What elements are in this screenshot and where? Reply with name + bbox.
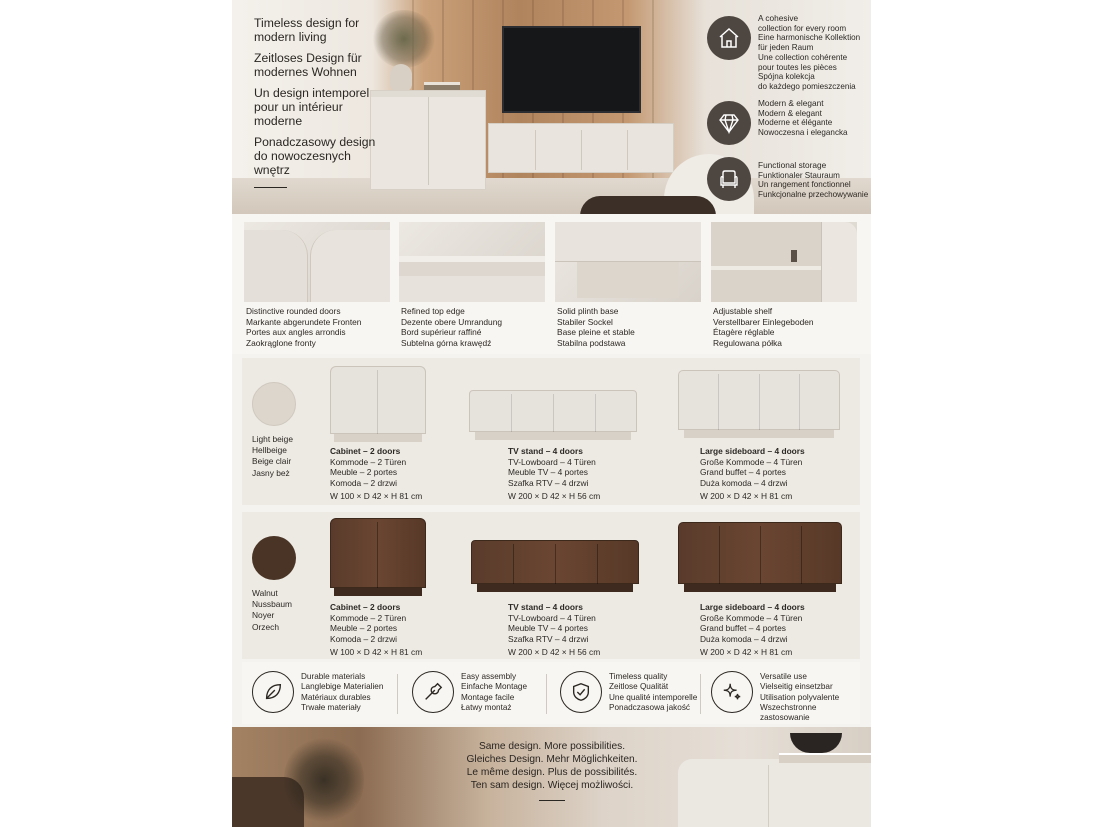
- detail-caption: Stabilna podstawa: [557, 338, 626, 349]
- finish-name: Walnut: [252, 588, 278, 598]
- feature-line: collection for every room: [758, 23, 847, 33]
- product-name: TV stand – 4 doors: [508, 602, 583, 612]
- product-tv-stand: [469, 390, 637, 502]
- product-line: TV-Lowboard – 4 Türen: [508, 612, 596, 623]
- feature-line: Funktionaler Stauraum: [758, 170, 840, 180]
- headline-fr: Un design intemporel pour un intérieur moderne: [254, 86, 370, 128]
- feature-line: Un rangement fonctionnel: [758, 180, 851, 190]
- detail-caption: Verstellbarer Einlegeboden: [713, 316, 814, 327]
- product-image: [330, 518, 426, 596]
- product-line: Meuble TV – 4 portes: [508, 467, 588, 478]
- product-name: Large sideboard – 4 doors: [700, 602, 805, 612]
- headline-pl: Ponadczasowy design do nowoczesnych wnętrz: [254, 135, 376, 177]
- detail-caption: Bord supérieur raffiné: [401, 327, 482, 338]
- color-swatch: [252, 536, 296, 580]
- bowl: [790, 733, 842, 753]
- product-image: [678, 370, 840, 438]
- detail-caption: Subtelna górna krawędź: [401, 338, 492, 349]
- product-sideboard: [678, 370, 840, 502]
- feature-line: do każdego pomieszczenia: [758, 81, 856, 91]
- footer-cabinet: [678, 759, 871, 827]
- feature-line: Functional storage: [758, 160, 827, 170]
- sparkle-icon: [711, 671, 753, 713]
- benefit-line: Easy assembly: [461, 672, 517, 681]
- house-icon: [707, 16, 751, 60]
- product-name: Large sideboard – 4 doors: [700, 446, 805, 456]
- feature-line: Moderne et élégante: [758, 118, 833, 128]
- product-line: Szafka RTV – 4 drzwi: [508, 477, 589, 488]
- detail-caption: Distinctive rounded doors: [246, 306, 341, 316]
- product-tv-stand: [471, 540, 639, 658]
- detail-caption: Base pleine et stable: [557, 327, 635, 338]
- detail-plinth: [555, 222, 701, 349]
- detail-rounded-doors: [244, 222, 390, 349]
- armchair-icon: [707, 157, 751, 201]
- detail-caption: Adjustable shelf: [713, 306, 773, 316]
- product-line: TV-Lowboard – 4 Türen: [508, 456, 596, 467]
- feature-line: Modern & elegant: [758, 108, 822, 118]
- product-line: Komoda – 2 drzwi: [330, 633, 398, 644]
- product-line: Duża komoda – 4 drzwi: [700, 633, 788, 644]
- tagline-fr: Le même design. Plus de possibilités.: [466, 767, 638, 778]
- finish-name: Nussbaum: [252, 599, 293, 610]
- product-dimensions: W 100 × D 42 × H 81 cm: [330, 491, 423, 502]
- benefit-line: Versatile use: [760, 672, 807, 681]
- benefit-line: Langlebige Materialien: [301, 682, 384, 692]
- finish-name: Beige clair: [252, 456, 292, 467]
- vase: [390, 64, 412, 92]
- product-line: Grand buffet – 4 portes: [700, 467, 786, 478]
- product-cabinet: [330, 518, 426, 658]
- product-dimensions: W 100 × D 42 × H 81 cm: [330, 647, 423, 658]
- hero-headlines: [254, 16, 379, 188]
- detail-caption: Stabiler Sockel: [557, 316, 613, 327]
- benefit-line: Durable materials: [301, 672, 366, 681]
- coffee-table: [580, 196, 716, 216]
- headline-en: Timeless design for modern living: [254, 16, 360, 44]
- feature-line: Une collection cohérente: [758, 52, 848, 62]
- divider: [397, 674, 398, 714]
- plant: [372, 10, 436, 68]
- footer-banner: [232, 727, 871, 827]
- shield-check-icon: [560, 671, 602, 713]
- product-line: Große Kommode – 4 Türen: [700, 612, 803, 623]
- benefits-bar: [242, 662, 860, 724]
- product-dimensions: W 200 × D 42 × H 81 cm: [700, 491, 793, 502]
- product-line: Szafka RTV – 4 drzwi: [508, 633, 589, 644]
- product-line: Meuble – 2 portes: [330, 623, 398, 634]
- product-image: [330, 366, 426, 442]
- product-line: Kommode – 2 Türen: [330, 612, 407, 623]
- product-sheet: [232, 0, 871, 827]
- benefit-durable: [252, 670, 402, 718]
- product-line: Meuble – 2 portes: [330, 467, 398, 478]
- detail-photo: [244, 222, 390, 302]
- benefit-assembly: [412, 670, 562, 718]
- benefit-line: Einfache Montage: [461, 682, 527, 692]
- hero-banner: [232, 0, 871, 214]
- divider: [254, 187, 287, 188]
- benefit-line: Wszechstronne zastosowanie: [760, 702, 817, 723]
- headline-de: Zeitloses Design für modernes Wohnen: [254, 51, 362, 79]
- feature-line: A cohesive: [758, 13, 799, 23]
- product-line: Kommode – 2 Türen: [330, 456, 407, 467]
- feature-line: Eine harmonische Kollektion: [758, 33, 861, 43]
- feature-line: pour toutes les pièces: [758, 62, 837, 72]
- detail-caption: Refined top edge: [401, 306, 465, 316]
- finish-name: Jasny beż: [252, 467, 290, 478]
- detail-features: [232, 214, 871, 354]
- benefit-line: Zeitlose Qualität: [609, 682, 669, 692]
- detail-shelf: [711, 222, 857, 349]
- tagline-de: Gleiches Design. Mehr Möglichkeiten.: [466, 754, 638, 765]
- product-line: Duża komoda – 4 drzwi: [700, 477, 788, 488]
- benefit-line: Trwałe materiały: [301, 702, 361, 712]
- product-name: Cabinet – 2 doors: [330, 446, 401, 456]
- benefit-line: Timeless quality: [609, 672, 668, 681]
- color-swatch: [252, 382, 296, 426]
- books: [779, 753, 871, 763]
- product-dimensions: W 200 × D 42 × H 81 cm: [700, 647, 793, 658]
- benefit-versatile: [711, 670, 861, 723]
- finish-name: Light beige: [252, 434, 293, 444]
- feature-line: Modern & elegant: [758, 98, 824, 108]
- diamond-icon: [707, 101, 751, 145]
- benefit-line: Vielseitig einsetzbar: [760, 682, 833, 692]
- hero-tv-stand: [488, 123, 674, 173]
- product-image: [678, 522, 842, 592]
- benefit-line: Une qualité intemporelle: [609, 692, 698, 702]
- product-cabinet: [330, 366, 426, 502]
- benefit-quality: [560, 670, 710, 718]
- product-line: Komoda – 2 drzwi: [330, 477, 398, 488]
- tagline-pl: Ten sam design. Więcej możliwości.: [470, 780, 634, 791]
- plant: [284, 735, 364, 825]
- leaf-icon: [252, 671, 294, 713]
- feature-line: Nowoczesna i elegancka: [758, 128, 848, 138]
- feature-line: Spójna kolekcja: [758, 72, 815, 82]
- benefit-line: Ponadczasowa jakość: [609, 702, 691, 712]
- detail-caption: Portes aux angles arrondis: [246, 327, 346, 338]
- product-image: [471, 540, 639, 592]
- benefit-line: Montage facile: [461, 692, 515, 702]
- finish-row-beige: [242, 358, 860, 505]
- wrench-icon: [412, 671, 454, 713]
- finish-row-walnut: [242, 512, 860, 659]
- detail-caption: Markante abgerundete Fronten: [246, 316, 362, 327]
- detail-photo: [555, 222, 701, 302]
- detail-caption: Regulowana półka: [713, 338, 782, 349]
- finish-name: Noyer: [252, 610, 275, 621]
- product-line: Große Kommode – 4 Türen: [700, 456, 803, 467]
- product-image: [469, 390, 637, 440]
- footer-tagline: [437, 740, 667, 801]
- detail-photo: [399, 222, 545, 302]
- product-dimensions: W 200 × D 42 × H 56 cm: [508, 647, 601, 658]
- feature-line: Funkcjonalne przechowywanie: [758, 190, 869, 200]
- product-name: TV stand – 4 doors: [508, 446, 583, 456]
- product-dimensions: W 200 × D 42 × H 56 cm: [508, 491, 601, 502]
- product-name: Cabinet – 2 doors: [330, 602, 401, 612]
- detail-top-edge: [399, 222, 545, 349]
- divider: [700, 674, 701, 714]
- finish-name: Orzech: [252, 621, 279, 632]
- feature-line: für jeden Raum: [758, 43, 814, 53]
- product-sideboard: [678, 522, 842, 658]
- detail-caption: Zaokrąglone fronty: [246, 338, 316, 349]
- benefit-line: Matériaux durables: [301, 692, 371, 702]
- divider: [539, 800, 565, 801]
- product-line: Meuble TV – 4 portes: [508, 623, 588, 634]
- tagline-en: Same design. More possibilities.: [478, 741, 626, 752]
- product-line: Grand buffet – 4 portes: [700, 623, 786, 634]
- divider: [546, 674, 547, 714]
- hero-cabinet: [370, 90, 486, 190]
- books: [424, 82, 460, 90]
- detail-caption: Étagère réglable: [713, 327, 775, 338]
- benefit-line: Łatwy montaż: [461, 702, 512, 712]
- television: [502, 26, 641, 113]
- detail-photo: [711, 222, 857, 302]
- detail-caption: Dezente obere Umrandung: [401, 316, 503, 327]
- finish-name: Hellbeige: [252, 445, 287, 456]
- benefit-line: Utilisation polyvalente: [760, 692, 840, 702]
- detail-caption: Solid plinth base: [557, 306, 619, 316]
